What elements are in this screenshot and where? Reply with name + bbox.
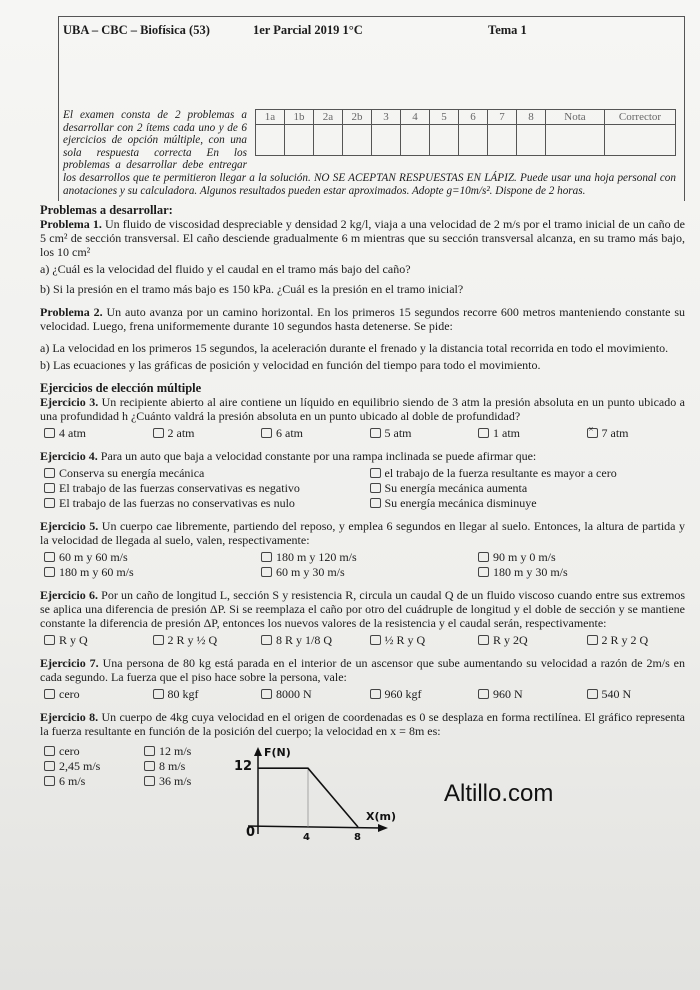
checkbox-icon[interactable] (144, 746, 155, 756)
option-label: 2 atm (167, 426, 195, 441)
exercise-5 (40, 519, 685, 547)
option-e3[interactable] (370, 426, 469, 440)
checkbox-icon[interactable] (370, 428, 381, 438)
exercise-8-label: Ejercicio 8. (40, 710, 99, 725)
option-label: Su energía mecánica disminuye (384, 496, 537, 511)
checkbox-icon[interactable] (370, 468, 381, 478)
option-label: 180 m y 60 m/s (59, 565, 134, 580)
y-tick-12: 12 (234, 759, 253, 775)
option-e4[interactable] (44, 496, 360, 510)
exam-header (63, 23, 676, 109)
option-e3[interactable] (44, 426, 143, 440)
option-e5[interactable] (261, 565, 468, 579)
grade-cell[interactable] (517, 125, 546, 156)
grade-table (255, 109, 676, 156)
checkbox-icon[interactable] (587, 635, 598, 645)
option-label: El trabajo de las fuerzas no conservativas es nulo (59, 496, 295, 511)
grade-col-header: 6 (459, 110, 488, 125)
problem-2 (40, 305, 685, 372)
exercise-6-text: Por un caño de longitud L, sección S y resistencia R, circula un caudal Q de un fluido viscoso cuando entre sus extremos se aplica una diferencia de presión ΔP. Si se reemplaza el caño por otro del cuádruple de longitud y el doble de sección y se mantiene constante la diferencia de presión ΔP, entonces los nuevos valores de la resistencia y el caudal serán, respectivamente: (40, 588, 686, 631)
exercise-5-options (44, 550, 685, 579)
exercise-3-options (44, 426, 685, 440)
option-label: 12 m/s (159, 744, 192, 759)
exercise-8 (40, 710, 685, 738)
exercise-7 (40, 656, 685, 684)
option-label: 1 atm (493, 426, 520, 441)
y-arrow (254, 747, 262, 756)
grade-cell[interactable] (488, 125, 517, 156)
option-label: 540 N (601, 687, 632, 702)
option-e4[interactable] (370, 481, 686, 495)
option-label: 8 m/s (159, 759, 186, 774)
instructions-text: El examen consta de 2 problemas a desarrollar con 2 ítems cada uno y de 6 ejercicios de opción múltiple, con una sola respuesta correcta En los problemas a desarrollar debe entregar los desarrollos que te permitieron llegar a la solución. NO SE ACEPTAN RESPUESTAS EN LÁPIZ. Puede usar una hoja personal con anotaciones y su calculadora. Algunos resultados pueden estar aproximados. Adopte g=10m/s². Dispone de 2 horas. (63, 109, 676, 197)
option-label: 80 kgf (167, 687, 199, 702)
checkbox-icon[interactable] (44, 483, 55, 493)
exam-header-frame (58, 16, 685, 201)
problem-1-label: Problema 1. (40, 217, 102, 232)
option-label: 2,45 m/s (59, 759, 101, 774)
exercise-8-options (44, 744, 234, 788)
option-e6[interactable] (153, 633, 252, 647)
exercise-4-text: Para un auto que baja a velocidad constante por una rampa inclinada se puede afirmar que: (100, 449, 537, 464)
option-e3[interactable] (587, 426, 686, 440)
option-label: cero (59, 744, 80, 759)
option-e6[interactable] (587, 633, 686, 647)
grade-cell[interactable] (343, 125, 372, 156)
option-label: 180 m y 30 m/s (493, 565, 568, 580)
exercise-8-body (40, 742, 685, 842)
option-label: el trabajo de la fuerza resultante es mayor a cero (384, 466, 617, 481)
checkbox-icon[interactable] (261, 689, 272, 699)
checkbox-icon[interactable] (587, 428, 598, 438)
grade-col-header: 2b (343, 110, 372, 125)
option-label: 180 m y 120 m/s (276, 550, 357, 565)
grade-cell[interactable] (285, 125, 314, 156)
checkbox-icon[interactable] (478, 635, 489, 645)
option-e8[interactable] (44, 759, 134, 773)
option-e8[interactable] (144, 744, 234, 758)
option-label: Su energía mecánica aumenta (384, 481, 528, 496)
option-label: 960 N (493, 687, 523, 702)
option-e6[interactable] (370, 633, 469, 647)
option-label: 4 atm (59, 426, 86, 441)
problem-1-text: Un fluido de viscosidad despreciable y densidad 2 kg/l, viaja a una velocidad de 2 m/s por el tramo inicial de un caño de 5 cm² de sección transversal. El caño desciende gradualmente 6 m mientras que su sección transversal alcanza, en su tramo más bajo, los 10 cm² (40, 217, 686, 260)
instructions (63, 109, 676, 197)
option-e7[interactable] (44, 687, 143, 701)
option-label: 5 atm (384, 426, 412, 441)
grade-col-header: 1a (256, 110, 285, 125)
problem-1-b: b) Si la presión en el tramo más bajo es 150 kPa. ¿Cuál es la presión en el tramo inicial? (40, 282, 464, 297)
problem-1 (40, 217, 685, 296)
y-axis-label: F(N) (264, 746, 291, 760)
option-label: 60 m y 60 m/s (59, 550, 128, 565)
problem-2-b: b) Las ecuaciones y las gráficas de posición y velocidad en función del tiempo para todo el movimiento. (40, 358, 541, 373)
checkbox-icon[interactable] (153, 689, 164, 699)
x-tick-4: 4 (303, 832, 310, 843)
option-label: R y 2Q (493, 633, 528, 648)
option-label: 90 m y 0 m/s (493, 550, 556, 565)
checkbox-icon[interactable] (370, 498, 381, 508)
checkbox-icon[interactable] (370, 635, 381, 645)
option-e5[interactable] (478, 565, 685, 579)
grade-cell[interactable] (546, 125, 605, 156)
option-e4[interactable] (44, 481, 360, 495)
checkbox-icon[interactable] (144, 761, 155, 771)
option-e7[interactable] (370, 687, 469, 701)
option-e7[interactable] (153, 687, 252, 701)
exercise-3-label: Ejercicio 3. (40, 395, 99, 410)
option-e6[interactable] (261, 633, 360, 647)
grade-cell[interactable] (372, 125, 401, 156)
checkbox-icon[interactable] (478, 567, 489, 577)
option-label: 7 atm (601, 426, 629, 441)
institution: UBA – CBC – Biofísica (53) (63, 23, 210, 37)
grade-col-header: 8 (517, 110, 546, 125)
exercise-6-label: Ejercicio 6. (40, 588, 98, 603)
checkbox-icon[interactable] (261, 428, 272, 438)
checkbox-icon[interactable] (478, 428, 489, 438)
option-e3[interactable] (478, 426, 577, 440)
grade-cell[interactable] (459, 125, 488, 156)
option-e7[interactable] (587, 687, 686, 701)
grade-cell[interactable] (314, 125, 343, 156)
grade-cell[interactable] (605, 125, 676, 156)
exercise-8-text: Un cuerpo de 4kg cuya velocidad en el origen de coordenadas es 0 se desplaza en forma rectilínea. El gráfico representa la fuerza resultante en función de la posición del cuerpo; la velocidad en x = 8m es: (40, 710, 685, 739)
checkbox-icon[interactable] (44, 689, 55, 699)
tema: Tema 1 (488, 23, 527, 37)
checkbox-icon[interactable] (153, 635, 164, 645)
exercise-7-label: Ejercicio 7. (40, 656, 99, 671)
grade-col-header: 7 (488, 110, 517, 125)
grade-col-header: 1b (285, 110, 314, 125)
grade-col-header: Corrector (605, 110, 676, 125)
option-label: Conserva su energía mecánica (59, 466, 205, 481)
option-label: 2 R y ½ Q (167, 633, 218, 648)
exam-title: 1er Parcial 2019 1°C (253, 23, 363, 37)
option-label: 6 atm (276, 426, 303, 441)
option-e4[interactable] (370, 496, 686, 510)
option-e8[interactable] (44, 744, 134, 758)
exercise-5-label: Ejercicio 5. (40, 519, 99, 534)
option-e4[interactable] (370, 466, 686, 480)
option-label: ½ R y Q (384, 633, 426, 648)
option-e5[interactable] (478, 550, 685, 564)
checkbox-icon[interactable] (261, 635, 272, 645)
exercise-5-text: Un cuerpo cae libremente, partiendo del reposo, y emplea 6 segundos en llegar al suelo. Entonces, la altura de partida y la velocidad de llegada al suelo, valen, respectivamente: (40, 519, 686, 548)
problem-2-text: Un auto avanza por un camino horizontal. En los primeros 15 segundos recorre 600 metros manteniendo constante su velocidad. Luego, frena uniformemente durante 10 segundos hasta detenerse. Se pide: (40, 305, 686, 334)
option-e3[interactable] (261, 426, 360, 440)
checkbox-icon[interactable] (44, 552, 55, 562)
checkbox-icon[interactable] (478, 552, 489, 562)
exercise-6 (40, 588, 685, 630)
problem-2-a: a) La velocidad en los primeros 15 segundos, la aceleración durante el frenado y la distancia total recorrida en todo el movimiento. (40, 341, 669, 356)
option-label: R y Q (59, 633, 88, 648)
problem-2-label: Problema 2. (40, 305, 103, 320)
checkbox-icon[interactable] (587, 689, 598, 699)
exercise-3-text: Un recipiente abierto al aire contiene un líquido en equilibrio siendo de 3 atm la presión absoluta en un punto ubicado a una profundidad h ¿Cuánto valdrá la presión absoluta en un punto ubicado al doble de profundidad? (40, 395, 685, 424)
option-label: 960 kgf (384, 687, 422, 702)
checkbox-icon[interactable] (370, 483, 381, 493)
section-problems: Problemas a desarrollar: (40, 203, 173, 218)
grade-col-header: 2a (314, 110, 343, 125)
origin-label: 0 (246, 825, 256, 841)
checkbox-icon[interactable] (44, 761, 55, 771)
option-e4[interactable] (44, 466, 360, 480)
checkbox-icon[interactable] (153, 428, 164, 438)
option-e5[interactable] (44, 550, 251, 564)
problem-1-a: a) ¿Cuál es la velocidad del fluido y el caudal en el tramo más bajo del caño? (40, 262, 411, 277)
option-label: cero (59, 687, 80, 702)
x-tick-8: 8 (354, 832, 361, 843)
checkbox-icon[interactable] (261, 567, 272, 577)
section-multiple-choice: Ejercicios de elección múltiple (40, 381, 202, 396)
checkbox-icon[interactable] (478, 689, 489, 699)
option-e8[interactable] (144, 774, 234, 788)
grade-cell[interactable] (256, 125, 285, 156)
option-label: 8000 N (276, 687, 312, 702)
option-label: 36 m/s (159, 774, 192, 789)
checkbox-icon[interactable] (44, 498, 55, 508)
option-e7[interactable] (478, 687, 577, 701)
option-e6[interactable] (44, 633, 143, 647)
checkbox-icon[interactable] (370, 689, 381, 699)
grade-col-header: 3 (372, 110, 401, 125)
checkbox-icon[interactable] (44, 468, 55, 478)
checkbox-icon[interactable] (44, 746, 55, 756)
x-axis-label: X(m) (366, 810, 396, 824)
grade-cell[interactable] (430, 125, 459, 156)
grade-col-header: 5 (430, 110, 459, 125)
checkbox-icon[interactable] (44, 567, 55, 577)
exercise-3 (40, 395, 685, 423)
option-e7[interactable] (261, 687, 360, 701)
option-label: 2 R y 2 Q (601, 633, 649, 648)
grade-cell[interactable] (401, 125, 430, 156)
option-label: 8 R y 1/8 Q (276, 633, 333, 648)
option-label: 6 m/s (59, 774, 86, 789)
exercise-4-label: Ejercicio 4. (40, 449, 98, 464)
exam-page (40, 0, 685, 842)
grade-col-header: Nota (546, 110, 605, 125)
force-position-graph (234, 742, 404, 842)
checkbox-icon[interactable] (261, 552, 272, 562)
option-e8[interactable] (144, 759, 234, 773)
option-e6[interactable] (478, 633, 577, 647)
exercise-4 (40, 449, 685, 463)
exercise-4-options (44, 466, 685, 510)
option-e5[interactable] (44, 565, 251, 579)
option-label: 60 m y 30 m/s (276, 565, 345, 580)
x-arrow (378, 824, 388, 832)
option-e5[interactable] (261, 550, 468, 564)
grade-col-header: 4 (401, 110, 430, 125)
checkbox-icon[interactable] (44, 776, 55, 786)
exercise-6-options (44, 633, 685, 647)
checkbox-icon[interactable] (44, 635, 55, 645)
watermark: Altillo.com (444, 780, 554, 808)
x-axis (248, 826, 384, 828)
option-e8[interactable] (44, 774, 134, 788)
exercise-7-options (44, 687, 685, 701)
exercise-7-text: Una persona de 80 kg está parada en el interior de un ascensor que sube aumentando su velocidad a razón de 2m/s en cada segundo. La fuerza que el piso hace sobre la persona, vale: (40, 656, 686, 685)
option-label: El trabajo de las fuerzas conservativas es negativo (59, 481, 300, 496)
checkbox-icon[interactable] (44, 428, 55, 438)
checkbox-icon[interactable] (144, 776, 155, 786)
option-e3[interactable] (153, 426, 252, 440)
